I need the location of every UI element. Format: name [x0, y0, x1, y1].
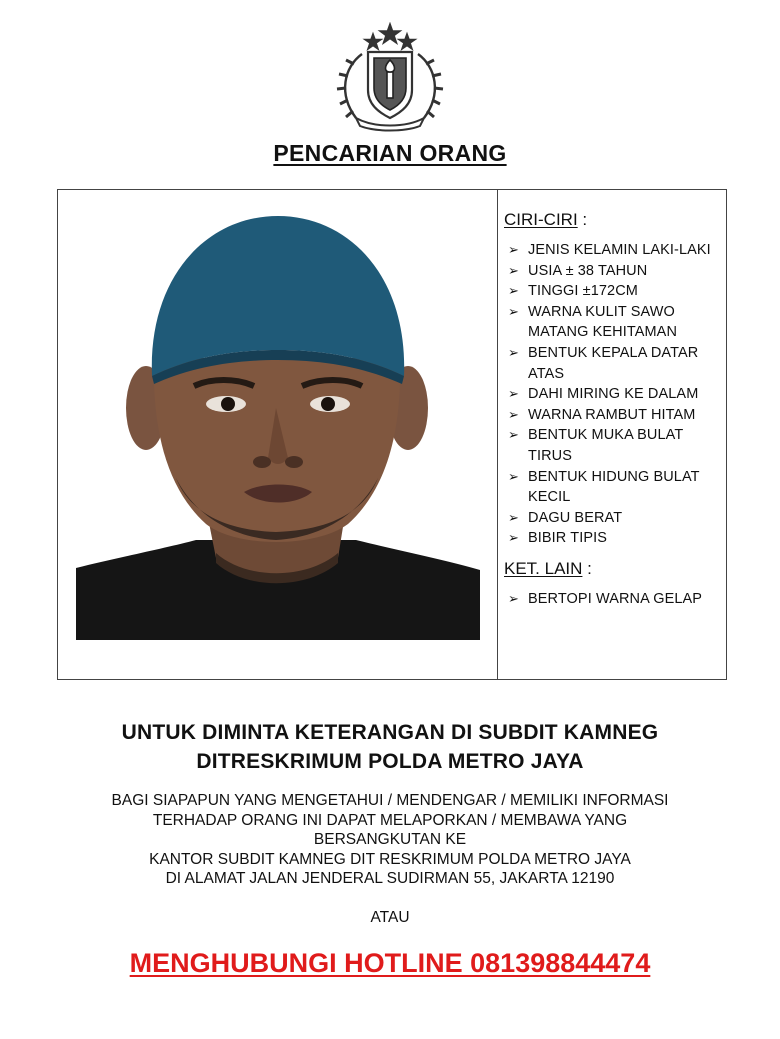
instructions-line: DI ALAMAT JALAN JENDERAL SUDIRMAN 55, JAKARTA 12190 — [165, 870, 615, 887]
arrow-bullet-icon: ➢ — [508, 427, 519, 443]
instructions-line: KANTOR SUBDIT KAMNEG DIT RESKRIMUM POLDA METRO JAYA — [149, 850, 631, 868]
arrow-bullet-icon: ➢ — [508, 509, 519, 525]
arrow-bullet-icon: ➢ — [508, 406, 519, 422]
arrow-bullet-icon: ➢ — [508, 590, 519, 606]
summons-heading — [0, 718, 780, 776]
arrow-bullet-icon: ➢ — [508, 262, 519, 278]
list-item: ➢ BENTUK MUKA BULAT TIRUS — [508, 427, 684, 464]
arrow-bullet-icon: ➢ — [508, 530, 519, 546]
list-item: ➢ DAHI MIRING KE DALAM — [504, 384, 724, 405]
list-item: ➢ DAGU BERAT — [504, 508, 724, 529]
list-item: ➢ BENTUK HIDUNG BULAT KECIL — [508, 468, 700, 506]
instructions-line: BERSANGKUTAN KE — [313, 831, 467, 848]
traits-panel — [504, 210, 724, 610]
arrow-bullet-icon: ➢ — [508, 386, 519, 402]
list-item: ➢ WARNA KULIT SAWO MATANG KEHITAMAN — [508, 303, 678, 341]
instructions-text — [60, 791, 720, 889]
profile-card — [57, 189, 727, 680]
arrow-bullet-icon: ➢ — [508, 303, 519, 319]
list-item: ➢ BIBIR TIPIS — [504, 528, 724, 549]
arrow-bullet-icon: ➢ — [508, 344, 519, 360]
instructions-line: TERHADAP ORANG INI DAPAT MELAPORKAN / MEMBAWA YANG — [152, 811, 628, 829]
other-list — [504, 589, 724, 610]
arrow-bullet-icon: ➢ — [508, 242, 519, 257]
list-item: ➢ BENTUK KEPALA DATAR ATAS — [508, 344, 699, 382]
list-item: ➢ WARNA RAMBUT HITAM — [504, 405, 724, 426]
arrow-bullet-icon: ➢ — [508, 283, 519, 299]
police-emblem-icon — [326, 22, 454, 134]
summons-heading-line: UNTUK DIMINTA KETERANGAN DI SUBDIT KAMNEG — [121, 721, 659, 744]
list-item: ➢ TINGGI ±172CM — [504, 281, 724, 302]
other-heading: KET. LAIN : — [504, 558, 592, 578]
traits-list — [504, 240, 724, 549]
list-item: ➢ BERTOPI WARNA GELAP — [504, 589, 724, 610]
or-text: ATAU — [370, 909, 410, 926]
arrow-bullet-icon: ➢ — [508, 468, 519, 484]
suspect-sketch-photo — [58, 190, 498, 679]
list-item: ➢ USIA ± 38 TAHUN — [504, 261, 724, 282]
instructions-line: BAGI SIAPAPUN YANG MENGETAHUI / MENDENGAR / MEMILIKI INFORMASI — [111, 792, 669, 809]
list-item: ➢ JENIS KELAMIN LAKI-LAKI — [504, 240, 724, 261]
page-title: PENCARIAN ORANG — [273, 140, 507, 166]
hotline-text: MENGHUBUNGI HOTLINE 081398844474 — [129, 948, 651, 978]
summons-heading-line: DITRESKRIMUM POLDA METRO JAYA — [196, 750, 584, 773]
traits-heading: CIRI-CIRI : — [504, 210, 588, 229]
